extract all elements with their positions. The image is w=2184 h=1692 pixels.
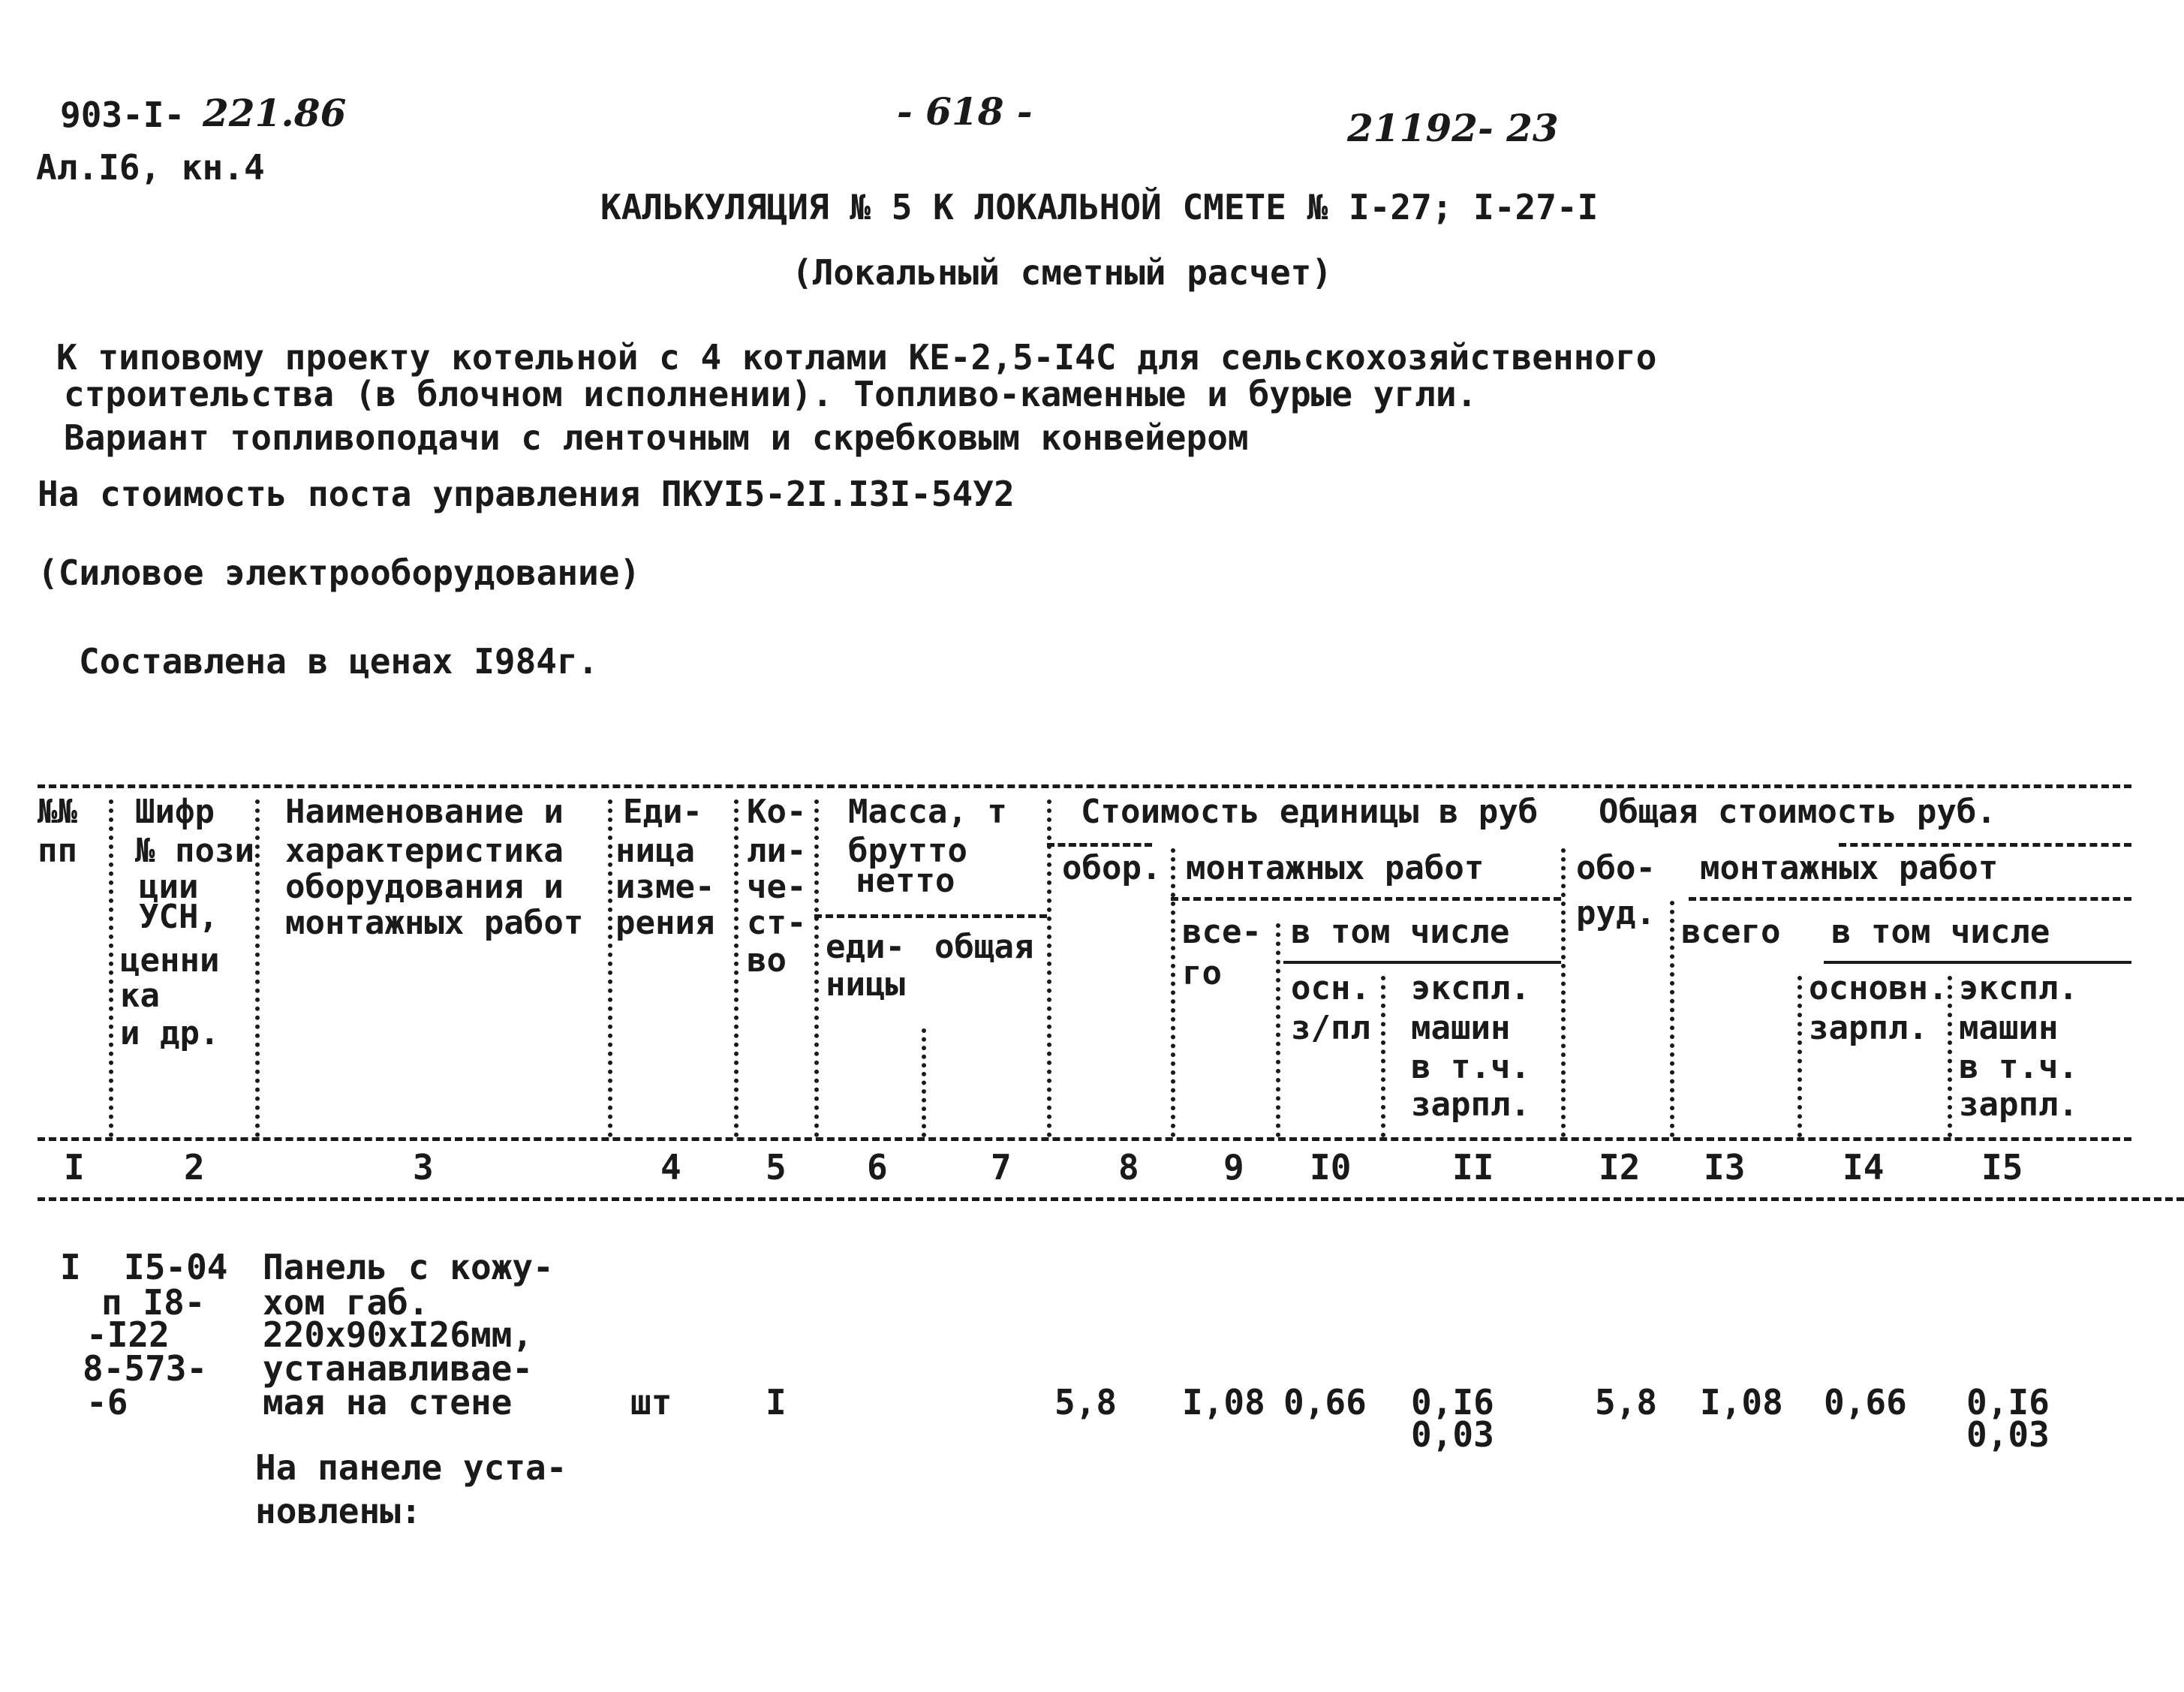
base-wage-full-2: зарпл. [1809, 1009, 1928, 1047]
row-name-5: мая на стене [263, 1382, 513, 1423]
col3-header-2: характеристика [285, 832, 564, 870]
cost-subject: На стоимость поста управления ПКУI5-2I.I3I-54У2 [38, 474, 1015, 514]
row-code-1: I5-04 [124, 1247, 228, 1287]
row-number: I [60, 1247, 81, 1287]
row-code-5: -6 [86, 1382, 128, 1423]
row-name-2: хом габ. [263, 1282, 429, 1323]
row-machine-sum: 0,I6 [1966, 1382, 2050, 1423]
col-sep [109, 799, 113, 1137]
col-sep [1948, 976, 1952, 1137]
col-sep [1047, 799, 1051, 1137]
mass-total: общая [934, 928, 1034, 966]
row-unit: шт [630, 1382, 672, 1423]
col2-header-5: ценни [120, 941, 220, 980]
row-install-total-sum: I,08 [1700, 1382, 1783, 1423]
machine-1: экспл. [1411, 969, 1530, 1007]
unit-cost-header: Стоимость единицы в руб [1081, 793, 1539, 831]
col-number: 4 [660, 1147, 681, 1188]
install-total-1: все- [1182, 913, 1262, 951]
incl-rule-2 [1824, 961, 2131, 964]
album-ref: Ал.I6, кн.4 [36, 147, 265, 188]
note-line-1: На панеле уста- [255, 1447, 567, 1488]
row-name-1: Панель с кожу- [263, 1247, 554, 1287]
col-sep [734, 799, 739, 1137]
col2-header-4: УСН, [139, 898, 218, 936]
rule [1047, 843, 1152, 847]
mass-net: нетто [856, 862, 955, 900]
page-number: - 618 - [897, 89, 1033, 134]
col5-header-3: че- [747, 868, 807, 906]
mass-unit-1: еди- [826, 928, 905, 966]
install-total-2: го [1182, 954, 1222, 992]
col5-header-2: ли- [747, 832, 807, 870]
row-base-wage: 0,66 [1283, 1382, 1367, 1423]
col-sep [1171, 848, 1175, 1137]
equipment-header: обор. [1062, 849, 1162, 887]
project-code-handwritten: 221.86 [203, 91, 347, 135]
mass-rule [814, 914, 1047, 918]
col-sep [1381, 976, 1385, 1137]
col-number: I0 [1310, 1147, 1352, 1188]
equipment2-2: руд. [1576, 894, 1656, 932]
col3-header-1: Наименование и [285, 793, 564, 831]
rule [1839, 843, 2131, 847]
equipment-category: (Силовое электрооборудование) [38, 552, 641, 593]
col-number: I3 [1704, 1147, 1746, 1188]
base-wage-2: з/пл [1291, 1009, 1370, 1047]
mass-gross: брутто [848, 832, 967, 870]
col4-header-1: Еди- [623, 793, 702, 831]
col5-header-5: во [747, 941, 787, 980]
row-machine-wage-sum: 0,03 [1966, 1414, 2050, 1455]
col-sep [1561, 848, 1566, 1137]
col1-header-1: №№ [38, 793, 77, 831]
col3-header-4: монтажных работ [285, 904, 584, 942]
col-number: 2 [184, 1147, 205, 1188]
total-cost-rule [1689, 897, 2131, 901]
col-number: I2 [1599, 1147, 1641, 1188]
col-number: II [1452, 1147, 1494, 1188]
project-code: 903-I- [60, 95, 185, 135]
col-number: I4 [1843, 1147, 1885, 1188]
col2-header-7: и др. [120, 1014, 220, 1052]
col-number: 9 [1223, 1147, 1244, 1188]
machine2-3: в т.ч. [1959, 1048, 2078, 1086]
row-code-3: -I22 [86, 1314, 170, 1355]
incl2-header: в том числе [1831, 913, 2050, 951]
base-wage-1: осн. [1291, 969, 1370, 1007]
col2-header-6: ка [120, 977, 160, 1015]
row-name-4: устанавливае- [263, 1348, 534, 1389]
machine2-2: машин [1959, 1009, 2059, 1047]
col5-header-1: Ко- [747, 793, 807, 831]
col-number: I5 [1981, 1147, 2023, 1188]
col-number: 6 [867, 1147, 888, 1188]
mass-header: Масса, т [848, 793, 1007, 831]
col-number: 7 [991, 1147, 1012, 1188]
total-cost-header: Общая стоимость руб. [1599, 793, 1996, 831]
mass-unit-2: ницы [826, 965, 905, 1004]
col-sep [1670, 901, 1674, 1137]
col3-header-3: оборудования и [285, 868, 564, 906]
col-number: 3 [413, 1147, 434, 1188]
install-header: монтажных работ [1186, 849, 1485, 887]
row-install-total: I,08 [1182, 1382, 1265, 1423]
col-number: 5 [766, 1147, 787, 1188]
unit-cost-rule [1171, 897, 1561, 901]
col-sep [255, 799, 260, 1137]
incl-rule [1283, 961, 1561, 964]
col-sep [1276, 923, 1280, 1137]
col-sep [814, 799, 819, 1137]
page-subtitle: (Локальный сметный расчет) [792, 252, 1333, 293]
row-qty: I [766, 1382, 787, 1423]
header-bottom-rule [38, 1137, 2131, 1141]
col-numbers-rule [38, 1197, 2184, 1201]
page-title: КАЛЬКУЛЯЦИЯ № 5 К ЛОКАЛЬНОЙ СМЕТЕ № I-27; I-27-I [600, 187, 1599, 227]
description-line-3: Вариант топливоподачи с ленточным и скребковым конвейером [64, 417, 1249, 458]
machine-4: зарпл. [1411, 1085, 1530, 1124]
install2-header: монтажных работ [1700, 849, 1999, 887]
table-top-rule [38, 784, 2131, 788]
col1-header-2: пп [38, 832, 77, 870]
row-base-wage-sum: 0,66 [1824, 1382, 1907, 1423]
col-number: I [64, 1147, 85, 1188]
equipment2-1: обо- [1576, 849, 1656, 887]
col-sep [608, 799, 612, 1137]
price-basis: Составлена в ценах I984г. [79, 641, 599, 682]
machine-2: машин [1411, 1009, 1511, 1047]
description-line-2: строительства (в блочном исполнении). Топливо-каменные и бурые угли. [64, 374, 1478, 414]
row-equip-total: 5,8 [1595, 1382, 1658, 1423]
note-line-2: новлены: [255, 1491, 422, 1531]
base-wage-full-1: основн. [1809, 969, 1948, 1007]
incl-header: в том числе [1291, 913, 1510, 951]
col2-header-3: ции [139, 868, 199, 906]
col4-header-3: изме- [615, 868, 715, 906]
machine2-4: зарпл. [1959, 1085, 2078, 1124]
col-sep [1797, 976, 1802, 1137]
document-number: 21192- 23 [1347, 106, 1559, 150]
description-line-1: К типовому проекту котельной с 4 котлами КЕ-2,5-I4С для сельскохозяйственного [56, 337, 1657, 378]
col4-header-4: рения [615, 904, 715, 942]
row-code-4: 8-573- [83, 1348, 208, 1389]
machine2-1: экспл. [1959, 969, 2078, 1007]
col5-header-4: ст- [747, 904, 807, 942]
row-machine: 0,I6 [1411, 1382, 1494, 1423]
col4-header-2: ница [615, 832, 695, 870]
row-name-3: 220х90хI26мм, [263, 1314, 534, 1355]
total2-header: всего [1681, 913, 1781, 951]
row-equip-unit: 5,8 [1054, 1382, 1118, 1423]
row-code-2: п I8- [101, 1282, 206, 1323]
col2-header-2: № пози [135, 832, 254, 870]
col-sep [922, 1028, 926, 1137]
col2-header-1: Шифр [135, 793, 215, 831]
machine-3: в т.ч. [1411, 1048, 1530, 1086]
col-number: 8 [1118, 1147, 1139, 1188]
row-machine-wage: 0,03 [1411, 1414, 1494, 1455]
